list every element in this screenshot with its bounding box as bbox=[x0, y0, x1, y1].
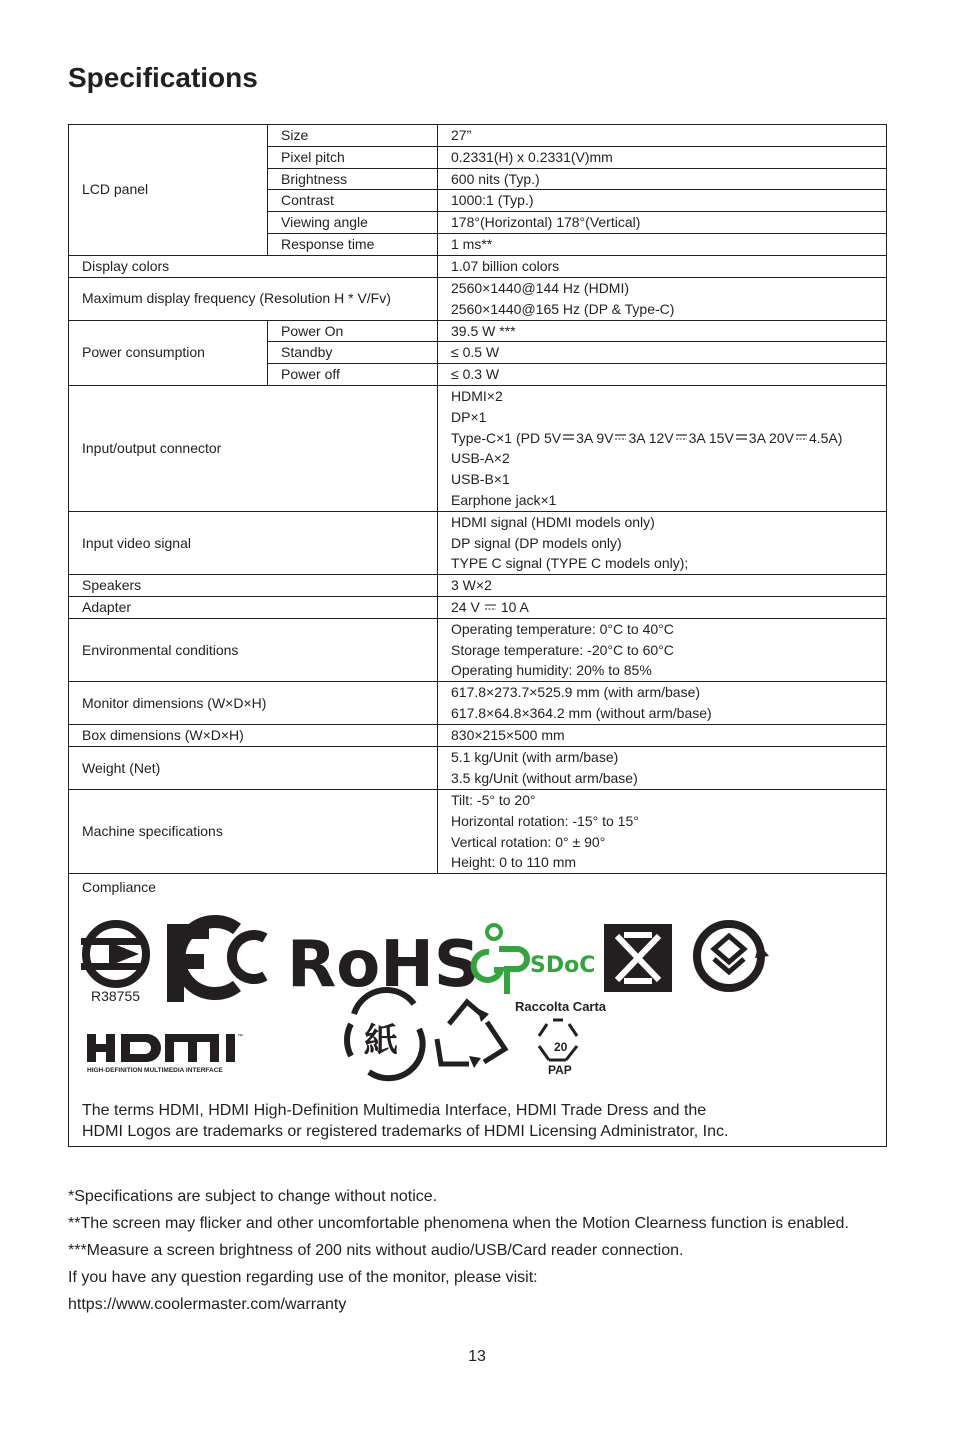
monitor-dimensions-label: Monitor dimensions (W×D×H) bbox=[69, 682, 438, 725]
adapter-value: 24 V 10 A bbox=[438, 596, 887, 618]
warranty-url: https://www.coolermaster.com/warranty bbox=[68, 1296, 347, 1313]
hdmi-logo-icon bbox=[87, 1033, 243, 1062]
box-dimensions-label: Box dimensions (W×D×H) bbox=[69, 725, 438, 747]
standby-label: Standby bbox=[268, 342, 438, 364]
weight-label: Weight (Net) bbox=[69, 746, 438, 789]
sdoc-logo: SDoC bbox=[530, 953, 596, 979]
table-row bbox=[69, 277, 887, 320]
value-line: 3.5 kg/Unit (without arm/base) bbox=[451, 769, 638, 786]
power-on-value: 39.5 W *** bbox=[438, 320, 887, 342]
bsmi-number: R38755 bbox=[91, 988, 141, 1005]
lcd-size-label: Size bbox=[268, 125, 438, 147]
dc-symbol-icon bbox=[615, 434, 626, 441]
weight-value bbox=[438, 746, 887, 789]
power-off-value: ≤ 0.3 W bbox=[438, 364, 887, 386]
dc-symbol-icon bbox=[796, 434, 807, 441]
value-line: Horizontal rotation: -15° to 15° bbox=[451, 812, 639, 829]
dc-symbol-icon bbox=[676, 434, 687, 441]
table-row bbox=[69, 125, 887, 147]
speakers-value: 3 W×2 bbox=[438, 575, 887, 597]
paper-char: 紙 bbox=[364, 1021, 398, 1062]
lcd-response-time-label: Response time bbox=[268, 233, 438, 255]
table-row bbox=[69, 255, 887, 277]
recycle-square-icon bbox=[604, 924, 672, 992]
table-row bbox=[69, 618, 887, 681]
standby-value: ≤ 0.5 W bbox=[438, 342, 887, 364]
machine-specifications-label: Machine specifications bbox=[69, 789, 438, 873]
lcd-pixel-pitch-label: Pixel pitch bbox=[268, 146, 438, 168]
table-row bbox=[69, 596, 887, 618]
value-line: 2560×1440@165 Hz (DP & Type-C) bbox=[451, 300, 675, 317]
io-connector-label: Input/output connector bbox=[69, 385, 438, 511]
table-row bbox=[69, 874, 887, 1147]
lcd-pixel-pitch-value: 0.2331(H) x 0.2331(V)mm bbox=[438, 146, 887, 168]
lcd-brightness-value: 600 nits (Typ.) bbox=[438, 168, 887, 190]
value-line: Operating humidity: 20% to 85% bbox=[451, 662, 652, 679]
value-line: TYPE C signal (TYPE C models only); bbox=[451, 555, 689, 572]
value-line: Earphone jack×1 bbox=[451, 491, 557, 508]
value-line: DP×1 bbox=[451, 408, 487, 425]
value-line: 617.8×64.8×364.2 mm (without arm/base) bbox=[451, 705, 712, 722]
adapter-label: Adapter bbox=[69, 596, 438, 618]
value-line: 2560×1440@144 Hz (HDMI) bbox=[451, 279, 630, 296]
monitor-dimensions-value bbox=[438, 682, 887, 725]
hdmi-subtitle: HIGH-DEFINITION MULTIMEDIA INTERFACE bbox=[87, 1067, 223, 1075]
lcd-contrast-label: Contrast bbox=[268, 190, 438, 212]
raccolta-carta-label: Raccolta Carta bbox=[515, 999, 607, 1015]
value-line: Height: 0 to 110 mm bbox=[451, 854, 577, 871]
value-line: Tilt: -5° to 20° bbox=[451, 791, 536, 808]
table-row bbox=[69, 320, 887, 342]
machine-specifications-value bbox=[438, 789, 887, 873]
footnotes bbox=[68, 1186, 849, 1321]
display-colors-label: Display colors bbox=[69, 255, 438, 277]
dc-symbol-icon bbox=[563, 434, 574, 441]
table-row bbox=[69, 789, 887, 873]
value-line: DP signal (DP models only) bbox=[451, 534, 622, 551]
value-line: USB-A×2 bbox=[451, 450, 510, 467]
value-line: HDMI×2 bbox=[451, 387, 503, 404]
compliance-cell bbox=[69, 874, 887, 1147]
page-title: Specifications bbox=[68, 62, 258, 93]
lcd-brightness-label: Brightness bbox=[268, 168, 438, 190]
table-row bbox=[69, 746, 887, 789]
footnote: ***Measure a screen brightness of 200 nits without audio/USB/Card reader connection. bbox=[68, 1242, 684, 1259]
lcd-size-value: 27” bbox=[438, 125, 887, 147]
table-row bbox=[69, 682, 887, 725]
table-row bbox=[69, 575, 887, 597]
table-row bbox=[69, 385, 887, 511]
value-line: 5.1 kg/Unit (with arm/base) bbox=[451, 749, 619, 766]
lcd-viewing-angle-value: 178°(Horizontal) 178°(Vertical) bbox=[438, 212, 887, 234]
lcd-panel-label: LCD panel bbox=[69, 125, 268, 256]
environmental-conditions-label: Environmental conditions bbox=[69, 618, 438, 681]
lcd-contrast-value: 1000:1 (Typ.) bbox=[438, 190, 887, 212]
max-frequency-value bbox=[438, 277, 887, 320]
table-row bbox=[69, 725, 887, 747]
fcc-icon bbox=[167, 922, 265, 1003]
value-line: Storage temperature: -20°C to 60°C bbox=[451, 641, 674, 658]
power-consumption-label: Power consumption bbox=[69, 320, 268, 385]
footnote: **The screen may flicker and other uncomfortable phenomena when the Motion Clearness function is enabled. bbox=[68, 1215, 849, 1232]
rohs-logo: RoHS bbox=[287, 928, 480, 1003]
pap-label: PAP bbox=[548, 1063, 572, 1078]
svg-text:™: ™ bbox=[237, 1034, 243, 1041]
lcd-response-time-value: 1 ms** bbox=[438, 233, 887, 255]
display-colors-value: 1.07 billion colors bbox=[438, 255, 887, 277]
recycle-circle-icon bbox=[697, 924, 769, 988]
typec-line: Type-C×1 (PD 5V 3A 9V 3A 12V 3A 15V 3A 20V 4.5A) bbox=[451, 429, 843, 446]
power-off-label: Power off bbox=[268, 364, 438, 386]
gp-icon bbox=[474, 925, 527, 994]
value-line: 617.8×273.7×525.9 mm (with arm/base) bbox=[451, 684, 701, 701]
bsmi-icon bbox=[81, 924, 146, 984]
recycle-triangle-icon bbox=[437, 1002, 505, 1068]
power-on-label: Power On bbox=[268, 320, 438, 342]
lcd-viewing-angle-label: Viewing angle bbox=[268, 212, 438, 234]
compliance-label: Compliance bbox=[82, 879, 156, 896]
io-connector-value bbox=[438, 385, 887, 511]
trademark-line: The terms HDMI, HDMI High-Definition Multimedia Interface, HDMI Trade Dress and the bbox=[82, 1102, 707, 1120]
table-row bbox=[69, 511, 887, 574]
value-line: Operating temperature: 0°C to 40°C bbox=[451, 620, 674, 637]
max-frequency-label: Maximum display frequency (Resolution H * V/Fv) bbox=[69, 277, 438, 320]
environmental-conditions-value bbox=[438, 618, 887, 681]
pap-number: 20 bbox=[554, 1040, 568, 1055]
dc-symbol-icon bbox=[736, 434, 747, 441]
trademark-notice bbox=[82, 1100, 728, 1142]
input-video-signal-label: Input video signal bbox=[69, 511, 438, 574]
footnote: If you have any question regarding use of the monitor, please visit: bbox=[68, 1269, 538, 1286]
input-video-signal-value bbox=[438, 511, 887, 574]
value-line: HDMI signal (HDMI models only) bbox=[451, 513, 655, 530]
speakers-label: Speakers bbox=[69, 575, 438, 597]
dc-symbol-icon bbox=[482, 604, 499, 611]
box-dimensions-value: 830×215×500 mm bbox=[438, 725, 887, 747]
value-line: Vertical rotation: 0° ± 90° bbox=[451, 833, 606, 850]
specifications-table bbox=[68, 124, 887, 1147]
page-number: 13 bbox=[468, 1348, 486, 1365]
footnote: *Specifications are subject to change without notice. bbox=[68, 1188, 438, 1205]
trademark-line: HDMI Logos are trademarks or registered trademarks of HDMI Licensing Administrator, Inc. bbox=[82, 1123, 729, 1141]
value-line: USB-B×1 bbox=[451, 471, 510, 488]
